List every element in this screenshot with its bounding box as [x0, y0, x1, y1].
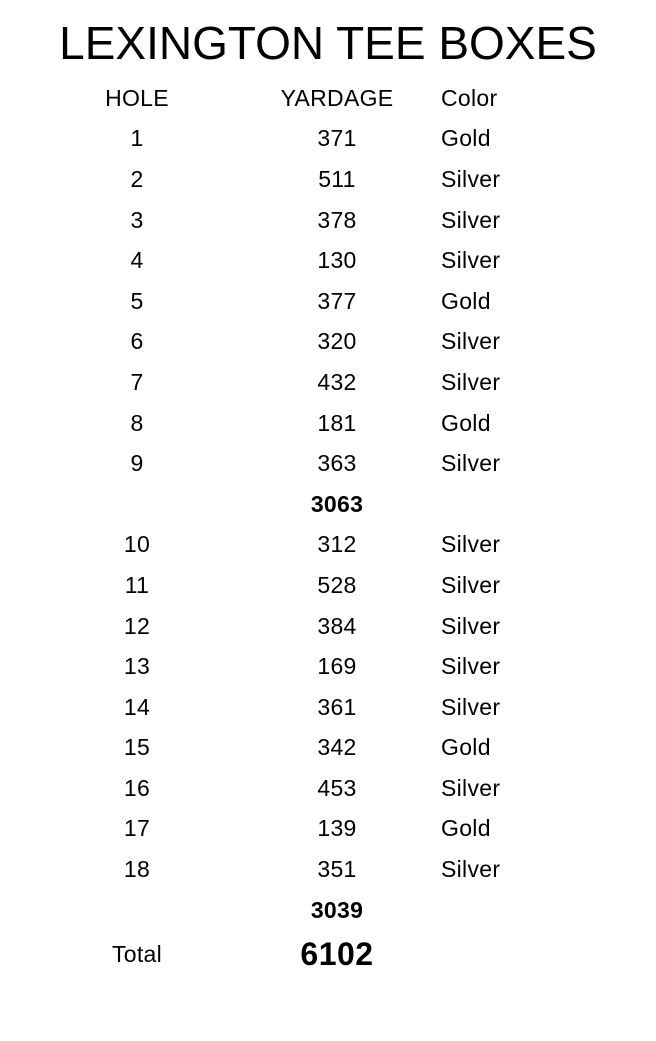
- tee-color: Silver: [441, 653, 501, 680]
- table-row-hole-17: [37, 809, 656, 850]
- yardage-value: 453: [317, 774, 357, 801]
- table-row-hole-5: [37, 281, 656, 322]
- yardage-value: 511: [318, 165, 356, 192]
- tee-color: Silver: [441, 247, 501, 274]
- column-header-hole: HOLE: [105, 84, 169, 111]
- table-row-hole-8: [37, 403, 656, 444]
- tee-color: Silver: [441, 856, 501, 883]
- hole-number: 4: [130, 247, 144, 274]
- tee-color: Gold: [441, 734, 491, 761]
- yardage-value: 363: [317, 450, 357, 477]
- tee-color: Silver: [441, 328, 501, 355]
- total-label: Total: [111, 940, 163, 967]
- tee-color: Silver: [441, 206, 501, 233]
- tee-color: Silver: [441, 571, 501, 598]
- tee-color: Gold: [441, 125, 491, 152]
- yardage-value: 361: [317, 693, 357, 720]
- tee-color: Gold: [441, 287, 491, 314]
- hole-number: 1: [130, 125, 144, 152]
- yardage-value: 169: [317, 653, 357, 680]
- table-row-hole-18: [37, 849, 656, 890]
- hole-number: 13: [123, 653, 151, 680]
- column-header-yardage: YARDAGE: [280, 84, 394, 111]
- table-header-row: [37, 78, 656, 119]
- yardage-value: 384: [317, 612, 357, 639]
- yardage-value: 181: [317, 409, 357, 436]
- tee-box-table: [0, 78, 656, 978]
- yardage-value: 378: [317, 206, 357, 233]
- yardage-value: 320: [317, 328, 357, 355]
- table-row-hole-16: [37, 768, 656, 809]
- table-row-hole-10: [37, 525, 656, 566]
- yardage-value: 342: [317, 734, 357, 761]
- tee-color: Silver: [441, 774, 501, 801]
- front-nine-subtotal-row: [37, 484, 656, 525]
- table-row-hole-14: [37, 687, 656, 728]
- hole-number: 17: [123, 815, 151, 842]
- table-row-hole-6: [37, 322, 656, 363]
- hole-number: 16: [123, 774, 151, 801]
- yardage-value: 139: [317, 815, 357, 842]
- yardage-value: 351: [317, 856, 357, 883]
- back-nine-subtotal: 3039: [310, 896, 364, 923]
- hole-number: 15: [123, 734, 151, 761]
- tee-color: Silver: [441, 612, 501, 639]
- front-nine-subtotal: 3063: [310, 490, 364, 517]
- total-value: 6102: [300, 935, 374, 972]
- table-row-hole-4: [37, 240, 656, 281]
- hole-number: 8: [130, 409, 144, 436]
- hole-number: 3: [130, 206, 144, 233]
- table-row-hole-9: [37, 443, 656, 484]
- table-row-hole-15: [37, 728, 656, 769]
- table-row-hole-1: [37, 119, 656, 160]
- hole-number: 18: [123, 856, 151, 883]
- hole-number: 12: [123, 612, 151, 639]
- table-row-hole-12: [37, 606, 656, 647]
- yardage-value: 377: [317, 287, 357, 314]
- hole-number: 7: [130, 368, 144, 395]
- table-row-hole-3: [37, 200, 656, 241]
- total-row: [37, 930, 656, 978]
- tee-color: Silver: [441, 450, 501, 477]
- yardage-value: 432: [317, 368, 357, 395]
- tee-color: Silver: [441, 693, 501, 720]
- yardage-value: 130: [317, 247, 357, 274]
- column-header-color: Color: [441, 84, 498, 111]
- tee-color: Silver: [441, 531, 501, 558]
- table-row-hole-13: [37, 646, 656, 687]
- table-row-hole-2: [37, 159, 656, 200]
- back-nine-subtotal-row: [37, 890, 656, 931]
- yardage-value: 312: [317, 531, 357, 558]
- tee-box-sheet: [0, 18, 656, 1041]
- hole-number: 9: [130, 450, 144, 477]
- table-row-hole-7: [37, 362, 656, 403]
- tee-color: Gold: [441, 409, 491, 436]
- hole-number: 5: [130, 287, 144, 314]
- hole-number: 2: [130, 165, 144, 192]
- hole-number: 10: [123, 531, 151, 558]
- hole-number: 11: [124, 571, 150, 598]
- page-title: LEXINGTON TEE BOXES: [59, 17, 597, 69]
- hole-number: 6: [130, 328, 144, 355]
- tee-color: Silver: [441, 165, 501, 192]
- hole-number: 14: [123, 693, 151, 720]
- tee-color: Silver: [441, 368, 501, 395]
- yardage-value: 528: [317, 571, 357, 598]
- yardage-value: 371: [317, 125, 357, 152]
- table-row-hole-11: [37, 565, 656, 606]
- tee-color: Gold: [441, 815, 491, 842]
